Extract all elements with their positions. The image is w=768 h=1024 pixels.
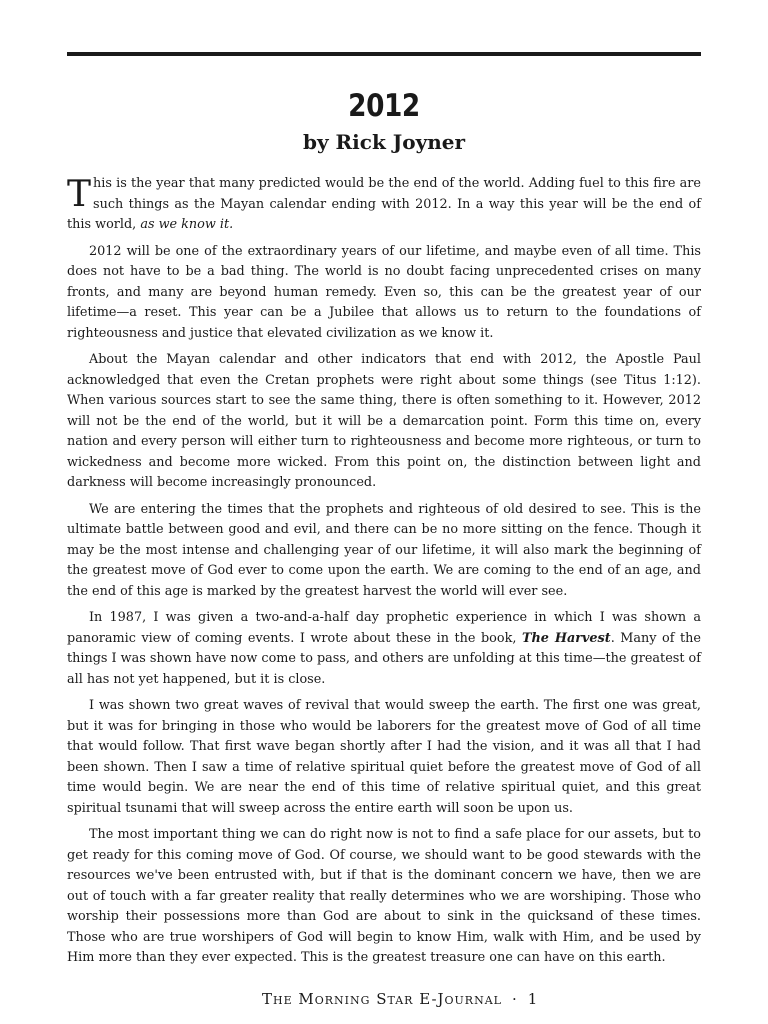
paragraph-6: I was shown two great waves of revival that would sweep the earth. The first one was great, but it was for bringing in those who would be laborers for the greatest move of God of all time that would follow. That first wave began shortly after I had the vision, and it was all that I had been shown. Then I saw a time of relative spiritual quiet before the greatest move of God of all time would begin. We are near the end of this time of relative spiritual quiet, and this great spiritual tsunami that will sweep across the entire earth will soon be upon us. bbox=[67, 698, 701, 816]
paragraph-3: About the Mayan calendar and other indicators that end with 2012, the Apostle Paul acknowledged that even the Cretan prophets were right about some things (see Titus 1:12). When various sources start to see the same thing, there is often something to it. However, 2012 will not be the end of the world, but it will be a demarcation point. Form this time on, every nation and every person will either turn to righteousness and become more righteous, or turn to wickedness and become more wicked. From this point on, the distinction between light and darkness will become increasingly pronounced. bbox=[67, 352, 701, 490]
paragraph-2: 2012 will be one of the extraordinary years of our lifetime, and maybe even of all time. This does not have to be a bad thing. The world is no doubt facing unprecedented crises on many fronts, and many are beyond human remedy. Even so, this can be the greatest year of our lifetime—a reset. This year can be a Jubilee that allows us to return to the foundations of righteousness and justice that elevated civilization as we know it. bbox=[67, 243, 701, 341]
paragraph-1-text: his is the year that many predicted would be the end of the world. Adding fuel to this fire are such things as the Mayan calendar ending with 2012. In a way this year will be the end of this world, bbox=[67, 176, 701, 232]
article-byline: by Rick Joyner bbox=[302, 130, 465, 154]
paragraph-5 bbox=[67, 608, 701, 690]
page-footer bbox=[262, 990, 562, 1008]
footer-separator: · bbox=[511, 990, 518, 1008]
paragraph-7: The most important thing we can do right now is not to find a safe place for our assets, but to get ready for this coming move of God. Of course, we should want to be good stewards with the resources we've been entrusted with, but if that is the dominant concern we have, then we are out of touch with a far greater reality that really determines who we are worshiping. Those who worship their possessions more than God are about to sink in the quicksand of these times. Those who are true worshipers of God will begin to know Him, walk with Him, and be used by Him more than they ever expected. This is the greatest treasure one can have on this earth. bbox=[67, 827, 701, 965]
article-body bbox=[67, 174, 701, 975]
drop-cap: T bbox=[67, 174, 92, 215]
paragraph-5-text-after: . Many of the things I was shown have now come to pass, and others are unfolding at this time—the greatest of all has not yet happened, but it is close. bbox=[67, 630, 701, 687]
page-number: 1 bbox=[527, 990, 539, 1008]
article-title: 2012 bbox=[348, 88, 420, 124]
paragraph-1 bbox=[67, 174, 701, 236]
journal-name: The Morning Star E-Journal bbox=[262, 990, 502, 1008]
paragraph-4: We are entering the times that the prophets and righteous of old desired to see. This is the ultimate battle between good and evil, and there can be no more sitting on the fence. Though it may be the most intense and challenging year of our lifetime, it will also mark the beginning of the greatest move of God ever to come upon the earth. We are coming to the end of an age, and the end of this age is marked by the greatest harvest the world will ever see. bbox=[67, 501, 701, 599]
top-rule bbox=[67, 52, 701, 56]
paragraph-5-text-before: In 1987, I was given a two-and-a-half day prophetic experience in which I was shown a panoramic view of coming events. I wrote about these in the book, bbox=[67, 610, 701, 646]
paragraph-1-emphasis: as we know it. bbox=[140, 217, 234, 232]
book-title: The Harvest bbox=[521, 630, 611, 646]
